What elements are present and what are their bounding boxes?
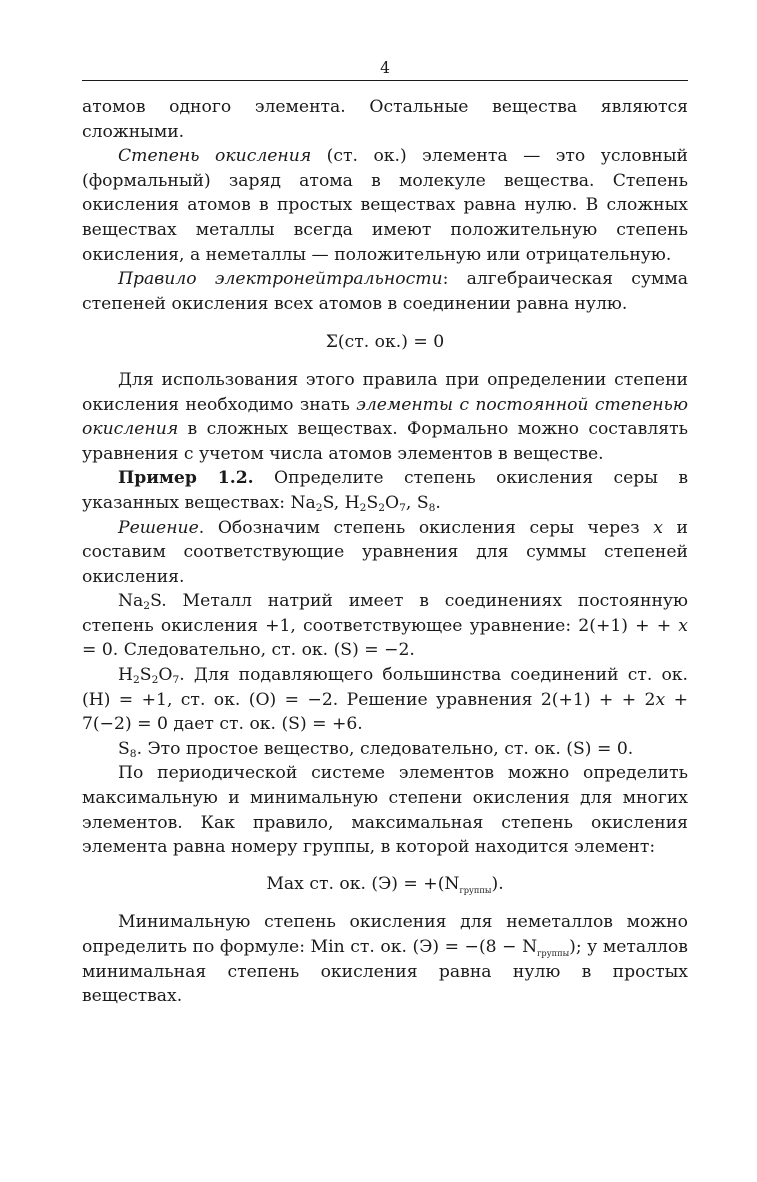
paragraph-continuation: атомов одного элемента. Остальные вещества являются сложными. — [82, 97, 688, 142]
paragraph-min-oxidation: Минимальную степень окисления для неметаллов можно определить по формуле: Min ст. ок. $(Э) = -(8 - N_{группы})$; у металлов минимальная степень окисления равна нулю в простых веществах. — [82, 912, 688, 1007]
term-constant-elements: элементы с постоянной степенью окисления — [82, 394, 689, 440]
formula-max-oxidation: Max ст. ок. $(Э) = +(N_{группы})$. — [266, 873, 504, 895]
paragraph-s8: $S_8$. Это простое вещество, следовательно, ст. ок. (S) = 0. — [118, 738, 634, 760]
solution-label: Решение — [118, 517, 199, 538]
paragraph-solution: Решение. Обозначим степень окисления серы через x и составим соответствующие уравнения для суммы степеней окисления. — [82, 517, 688, 587]
paragraph-periodic-system: По периодической системе элементов можно определить максимальную и минимальную степени окисления для многих элементов. Как правило, максимальная степень окисления элемента равна номеру группы, в которой находится элемент: — [82, 763, 688, 858]
formula-sum-rule: Σ(ст. ок.) = 0 — [325, 332, 445, 353]
paragraph-h2s2o7: $H_2S_2O_7$. Для подавляющего большинства соединений ст. ок. (H) = +1, ст. ок. (O) = −2. Решение уравнения 2(+1) + + 2x + 7(−2) = 0 дает ст. ок. (S) = +6. — [82, 665, 688, 735]
paragraph-na2s: $Na_2S$. Металл натрий имеет в соединениях постоянную степень окисления +1, соответствующее уравнение: 2(+1) + + x = 0. Следовательно, ст. ок. (S) = −2. — [82, 591, 688, 661]
paragraph-example: Пример 1.2. Определите степень окисления серы в указанных веществах: $Na_2S$, $H_2S_2O_7$, $S_8$. — [82, 468, 689, 514]
term-oxidation-state: Степень окисления — [118, 146, 312, 167]
page-number: 4 — [380, 59, 390, 77]
term-electroneutrality: Правило электронейтральности — [118, 269, 443, 290]
paragraph-oxidation-definition: Степень окисления (ст. ок.) элемента — это условный (формальный) заряд атома в молекуле вещества. Степень окисления атомов в простых веществах равна нулю. В сложных веществах металлы всегда имеют положительную степень окисления, а неметаллы — положительную или отрицательную. — [82, 146, 688, 265]
document-page — [82, 58, 688, 1009]
header-rule — [82, 80, 688, 81]
paragraph-rule-usage: Для использования этого правила при определении степени окисления необходимо знать элементы с постоянной степенью окисления в сложных веществах. Формально можно составлять уравнения с учетом числа атомов элементов в веществе. — [82, 369, 689, 464]
example-label: Пример 1.2. — [118, 468, 254, 489]
paragraph-electroneutrality-rule: Правило электронейтральности: алгебраическая сумма степеней окисления всех атомов в соединении равна нулю. — [82, 269, 688, 314]
